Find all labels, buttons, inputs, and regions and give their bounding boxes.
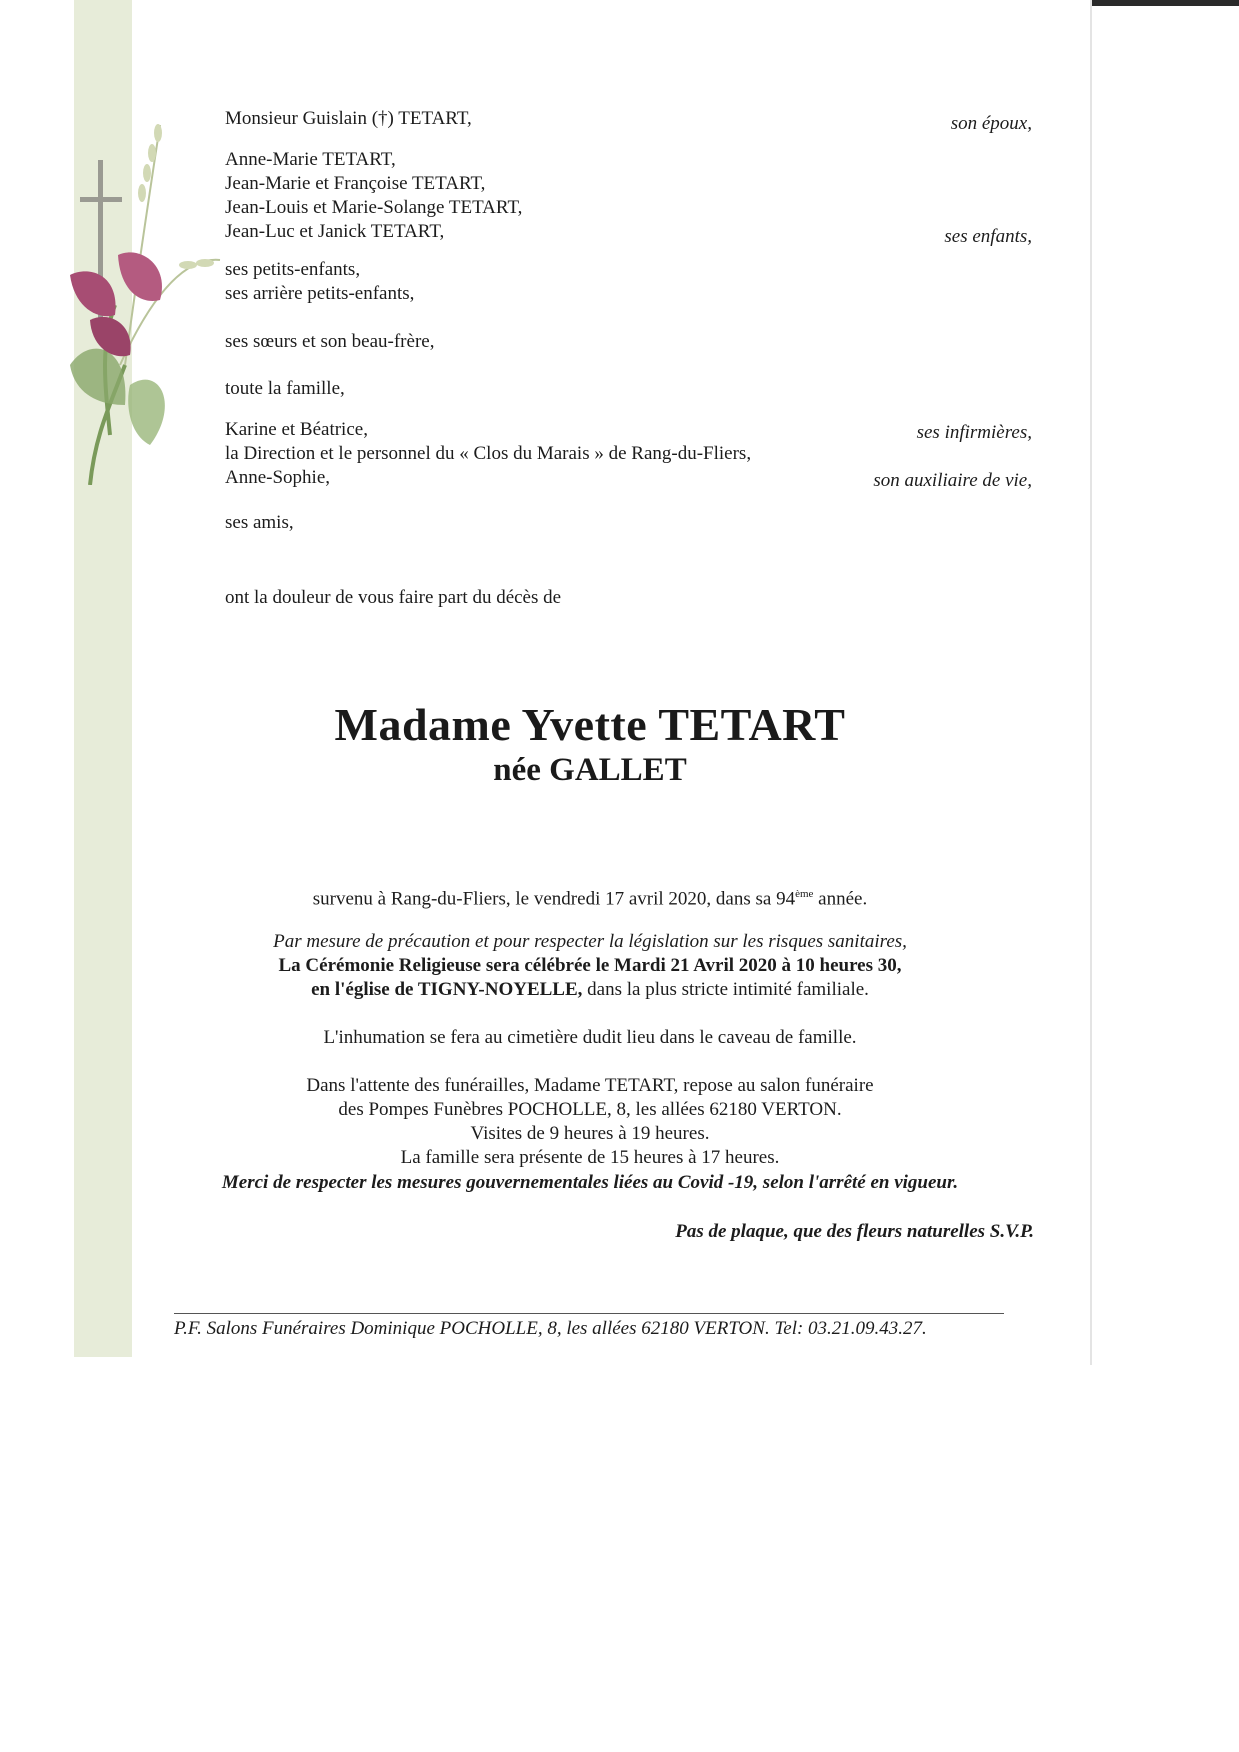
scan-edge-bar — [1090, 0, 1239, 6]
child-1: Anne-Marie TETART, — [225, 149, 396, 170]
visits-line-2: des Pompes Funèbres POCHOLLE, 8, les allées 62180 VERTON. — [338, 1099, 842, 1120]
funeral-home-footer: P.F. Salons Funéraires Dominique POCHOLLE, 8, les allées 62180 VERTON. Tel: 03.21.09.43.27. — [174, 1318, 927, 1339]
death-ordinal: ème — [795, 888, 814, 900]
deceased-maiden-name: née GALLET — [493, 752, 687, 788]
death-tail: année. — [813, 888, 868, 910]
church-tail: dans la plus stricte intimité familiale. — [582, 979, 869, 1000]
visits-line-3: Visites de 9 heures à 19 heures. — [470, 1123, 710, 1144]
child-4: Jean-Luc et Janick TETART, — [225, 221, 445, 242]
child-3: Jean-Louis et Marie-Solange TETART, — [225, 197, 523, 218]
grandchildren: ses petits-enfants, — [225, 259, 361, 280]
aide: Anne-Sophie, — [225, 467, 331, 488]
friends: ses amis, — [225, 512, 294, 533]
siblings: ses sœurs et son beau-frère, — [225, 331, 435, 352]
church-name: en l'église de TIGNY-NOYELLE, — [311, 979, 583, 1000]
child-2: Jean-Marie et Françoise TETART, — [225, 173, 486, 194]
flowers-notice: Pas de plaque, que des fleurs naturelles S.V.P. — [675, 1221, 1034, 1242]
nurses: Karine et Béatrice, — [225, 419, 368, 440]
children-role: ses enfants, — [944, 226, 1032, 247]
spouse-name: Monsieur Guislain (†) TETART, — [225, 108, 472, 129]
nurses-role: ses infirmières, — [916, 422, 1032, 443]
direction: la Direction et le personnel du « Clos du Marais » de Rang-du-Fliers, — [225, 443, 752, 464]
burial-text: L'inhumation se fera au cimetière dudit lieu dans le caveau de famille. — [323, 1027, 857, 1048]
calla-lily-icon — [70, 252, 165, 485]
floral-cross-illustration — [30, 105, 230, 485]
aide-role: son auxiliaire de vie, — [873, 470, 1032, 491]
wheat-icon — [120, 125, 220, 365]
visits-line-1: Dans l'attente des funérailles, Madame TETART, repose au salon funéraire — [306, 1075, 874, 1096]
visits-line-4: La famille sera présente de 15 heures à 17 heures. — [400, 1147, 780, 1168]
great-grandchildren: ses arrière petits-enfants, — [225, 283, 415, 304]
death-details — [0, 882, 1180, 911]
deceased-name: Madame Yvette TETART — [334, 699, 846, 750]
precaution-text: Par mesure de précaution et pour respecter la législation sur les risques sanitaires, — [273, 931, 907, 952]
church-line — [0, 978, 1180, 1002]
death-text: survenu à Rang-du-Fliers, le vendredi 17 avril 2020, dans sa 94 — [312, 888, 796, 910]
announcement: ont la douleur de vous faire part du décès de — [225, 587, 562, 608]
covid-notice: Merci de respecter les mesures gouvernementales liées au Covid -19, selon l'arrêté en vigueur. — [221, 1172, 959, 1193]
spouse-role: son époux, — [950, 113, 1032, 134]
ceremony-text: La Cérémonie Religieuse sera célébrée le Mardi 21 Avril 2020 à 10 heures 30, — [278, 955, 902, 976]
footer-divider — [174, 1313, 1004, 1314]
whole-family: toute la famille, — [225, 378, 345, 399]
